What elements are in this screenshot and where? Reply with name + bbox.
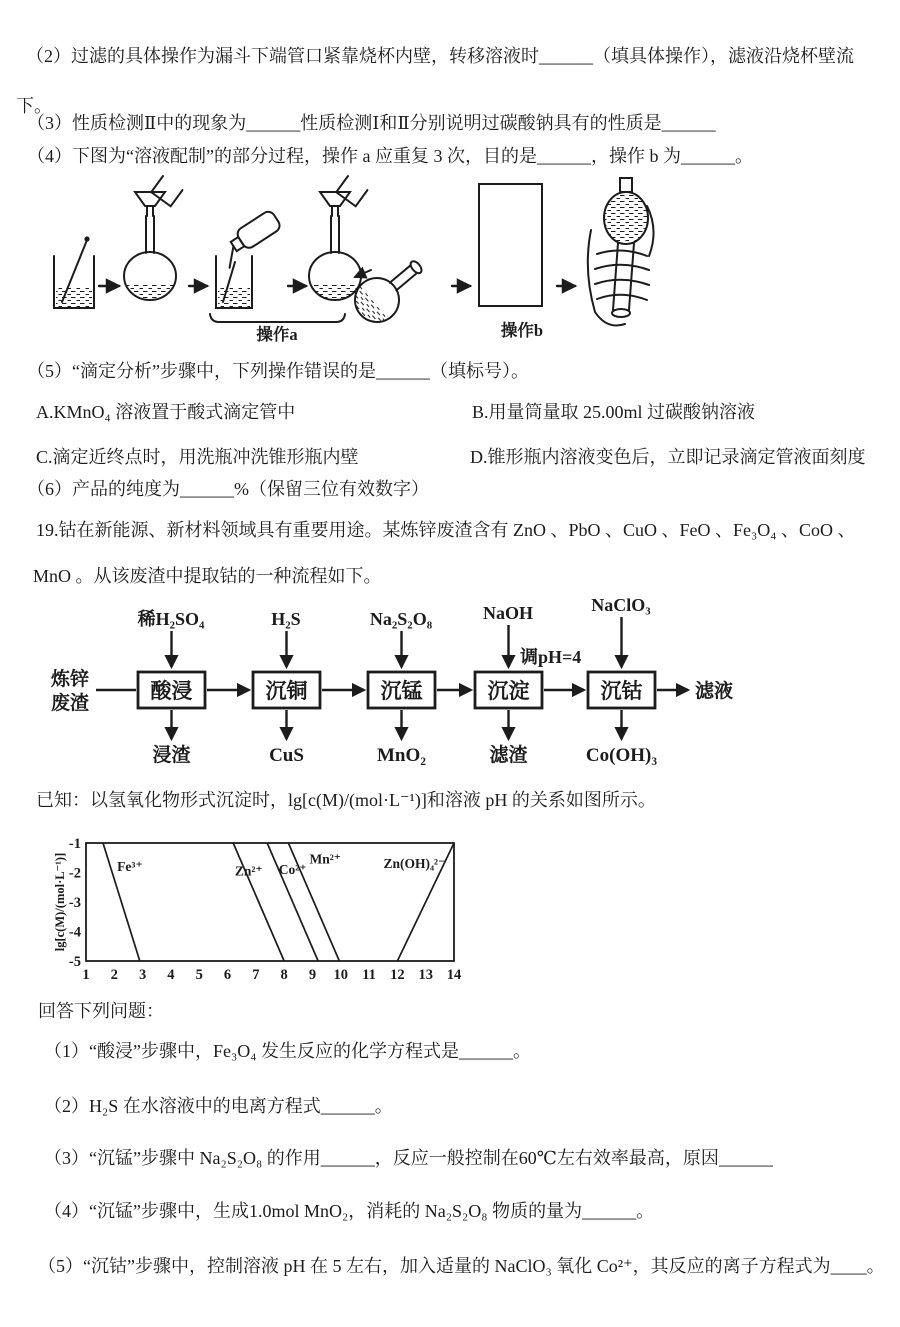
series-label: Fe³⁺ (117, 859, 143, 875)
svg-text:沉锰: 沉锰 (380, 679, 423, 703)
operation-a-label: 操作a (256, 325, 298, 344)
q18-optionB: B.用量筒量取 25.00ml 过碳酸钠溶液 (472, 402, 756, 422)
beaker-with-stirring-rod-icon (54, 236, 94, 308)
svg-text:酸浸: 酸浸 (150, 679, 193, 703)
q18-optionA: A.KMnO₄ 溶液置于酸式滴定管中 (36, 402, 296, 422)
ph-solubility-chart (52, 831, 492, 991)
x-tick-label: 1 (82, 967, 90, 983)
flow-input-label (50, 667, 89, 714)
q19-answer-prompt: 回答下列问题： (38, 1001, 164, 1021)
q19-part1: （1）“酸浸”步骤中，Fe₃O₄ 发生反应的化学方程式是______。 (44, 1041, 532, 1061)
volumetric-flask-with-funnel-icon (124, 176, 182, 300)
tilted-flask-icon (343, 246, 434, 334)
svg-text:炼锌: 炼锌 (50, 669, 90, 690)
q19-intro-line2: MnO 。从该废渣中提取钴的一种流程如下。 (33, 566, 382, 586)
y-tick-label: -5 (68, 954, 81, 970)
x-tick-label: 12 (390, 967, 405, 983)
reagent-na2s2o8: Na₂S₂O₈ (369, 609, 433, 629)
x-tick-label: 11 (362, 967, 376, 983)
q18-part3: （3）性质检测Ⅱ中的现象为______性质检测Ⅰ和Ⅱ分别说明过碳酸钠具有的性质是______ (27, 113, 716, 133)
x-tick-label: 9 (308, 967, 317, 983)
x-tick-label: 2 (110, 967, 118, 983)
x-tick-label: 6 (223, 967, 232, 983)
beaker-with-wash-bottle-icon (215, 209, 285, 308)
flow-final-output: 滤液 (694, 681, 734, 702)
reagent-naclo3: NaClO₃ (591, 595, 651, 615)
q19-part5: （5）“沉钴”步骤中，控制溶液 pH 在 5 左右，加入适量的 NaClO₃ 氧化 Co²⁺，其反应的离子方程式为____。 (38, 1256, 885, 1276)
q18-optionC: C.滴定近终点时，用洗瓶冲洗锥形瓶内壁 (36, 447, 359, 467)
series-label: Zn²⁺ (234, 863, 263, 879)
series-label: Co²⁺ (278, 861, 307, 877)
q18-part6: （6）产品的纯度为______%（保留三位有效数字） (27, 479, 429, 499)
x-tick-label: 13 (418, 967, 433, 983)
x-tick-label: 14 (446, 967, 462, 983)
x-tick-label: 10 (333, 967, 349, 983)
cobalt-extraction-flowchart (30, 593, 750, 775)
series-line (233, 843, 284, 961)
ph-adjust-note: 调pH=4 (520, 647, 582, 667)
svg-text:沉淀: 沉淀 (487, 679, 530, 703)
output-filter-residue: 滤渣 (489, 745, 528, 766)
volumetric-flask-with-funnel-icon (309, 176, 367, 300)
q18-part4: （4）下图为“溶液配制”的部分过程，操作 a 应重复 3 次，目的是______，操作 b 为______。 (27, 146, 753, 166)
output-mno2: MnO₂ (377, 745, 426, 766)
series-label: Mn²⁺ (309, 851, 341, 867)
q18-part2-line1: （2）过滤的具体操作为漏斗下端管口紧靠烧杯内壁，转移溶液时______（填具体操作），滤液沿烧杯壁流 (26, 46, 854, 66)
x-tick-label: 7 (252, 967, 260, 983)
y-tick-label: -4 (68, 924, 81, 941)
output-leach-residue: 浸渣 (152, 745, 191, 766)
reagent-h2so4: 稀H₂SO₄ (137, 609, 205, 629)
x-tick-label: 4 (167, 967, 175, 983)
operation-b-box (479, 184, 542, 306)
x-tick-label: 5 (195, 967, 203, 983)
q19-known: 已知：以氢氧化物形式沉淀时，lg[c(M)/(mol·L⁻¹)]和溶液 pH 的关系如图所示。 (36, 790, 656, 810)
reagent-naoh: NaOH (482, 603, 534, 623)
y-tick-label: -1 (68, 836, 81, 852)
svg-text:沉钴: 沉钴 (600, 679, 643, 703)
y-tick-label: -2 (68, 865, 81, 882)
q18-part2-line2: 下。 (16, 96, 52, 116)
q19-part2: （2）H₂S 在水溶液中的电离方程式______。 (44, 1096, 393, 1116)
q18-part5: （5）“滴定分析”步骤中，下列操作错误的是______（填标号）。 (27, 361, 529, 381)
y-tick-label: -3 (68, 895, 81, 911)
x-tick-label: 8 (280, 967, 288, 983)
x-tick-label: 3 (138, 967, 147, 983)
q19-intro-line1: 19.钴在新能源、新材料领域具有重要用途。某炼锌废渣含有 ZnO 、PbO 、CuO 、FeO 、Fe₃O₄ 、CoO 、 (36, 520, 856, 540)
hand-shaking-flask-icon (588, 178, 654, 326)
series-label: Zn(OH)₄²⁻ (383, 856, 446, 872)
solution-preparation-diagram (35, 170, 695, 348)
output-cooh3: Co(OH)₃ (585, 745, 658, 766)
q19-part3: （3）“沉锰”步骤中 Na₂S₂O₈ 的作用______，反应一般控制在60℃左右效率最高，原因______ (44, 1148, 773, 1168)
reagent-h2s: H₂S (271, 609, 301, 629)
q18-optionD: D.锥形瓶内溶液变色后，立即记录滴定管液面刻度 (470, 447, 866, 467)
output-cus: CuS (269, 745, 304, 766)
q19-part4: （4）“沉锰”步骤中，生成1.0mol MnO₂，消耗的 Na₂S₂O₈ 物质的量为______。 (44, 1201, 655, 1221)
chart-y-axis-label: lg[c(M)/(mol·L⁻¹)] (53, 852, 67, 952)
svg-text:沉铜: 沉铜 (265, 679, 308, 703)
svg-text:废渣: 废渣 (50, 693, 90, 714)
operation-b-label: 操作b (500, 321, 544, 340)
operation-a-bracket (210, 314, 345, 322)
